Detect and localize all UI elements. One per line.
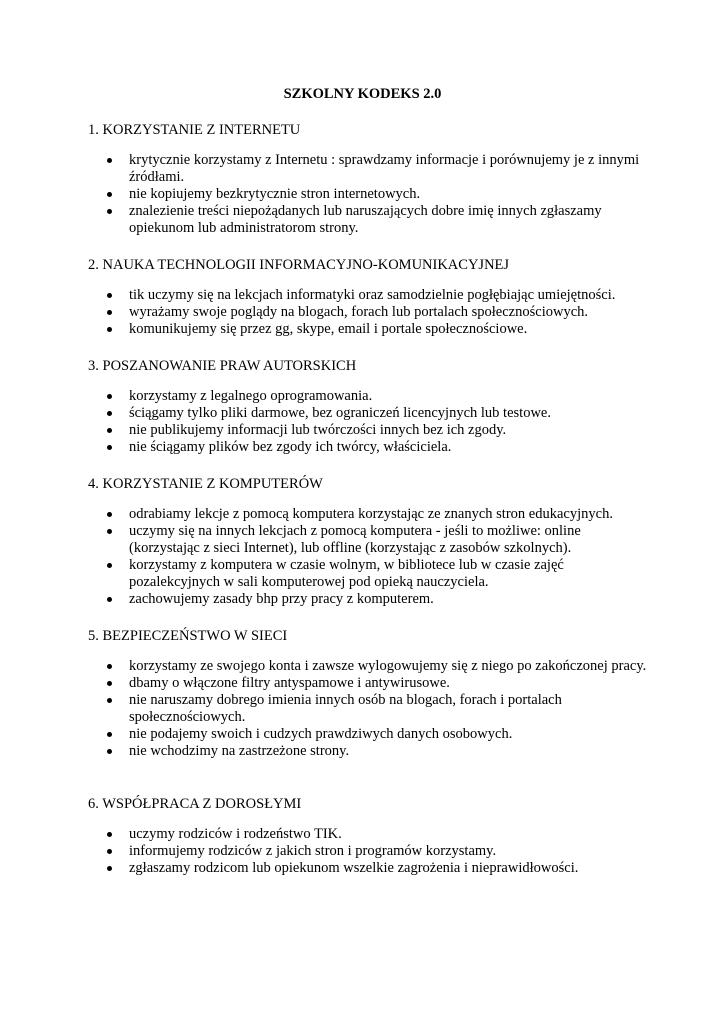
list-item: znalezienie treści niepożądanych lub naruszających dobre imię innych zgłaszamy opiekunom lub administratorom strony. xyxy=(88,203,648,237)
list-item: odrabiamy lekcje z pomocą komputera korzystając ze znanych stron edukacyjnych. xyxy=(88,506,648,523)
list-item: nie wchodzimy na zastrzeżone strony. xyxy=(88,743,648,760)
list-item: nie kopiujemy bezkrytycznie stron internetowych. xyxy=(88,186,648,203)
bullet-list xyxy=(88,826,648,877)
section-tik xyxy=(88,256,648,338)
bullet-icon xyxy=(107,563,112,568)
bullet-list xyxy=(88,658,648,760)
bullet-icon xyxy=(107,698,112,703)
bullet-icon xyxy=(107,192,112,197)
section-safety xyxy=(88,627,648,760)
list-item: korzystamy z komputera w czasie wolnym, w bibliotece lub w czasie zajęć pozalekcyjnych w sali komputerowej pod opieką nauczyciela. xyxy=(88,557,648,591)
list-item: nie podajemy swoich i cudzych prawdziwych danych osobowych. xyxy=(88,726,648,743)
list-item: nie ściągamy plików bez zgody ich twórcy, właściciela. xyxy=(88,439,648,456)
section-heading: 2. NAUKA TECHNOLOGII INFORMACYJNO-KOMUNIKACYJNEJ xyxy=(88,257,510,273)
bullet-icon xyxy=(107,394,112,399)
bullet-icon xyxy=(107,512,112,517)
list-item: zgłaszamy rodzicom lub opiekunom wszelkie zagrożenia i nieprawidłowości. xyxy=(88,860,648,877)
section-heading: 1. KORZYSTANIE Z INTERNETU xyxy=(88,122,301,138)
list-item: komunikujemy się przez gg, skype, email i portale społecznościowe. xyxy=(88,321,648,338)
bullet-icon xyxy=(107,529,112,534)
bullet-icon xyxy=(107,749,112,754)
list-item: korzystamy ze swojego konta i zawsze wylogowujemy się z niego po zakończonej pracy. xyxy=(88,658,648,675)
section-heading: 6. WSPÓŁPRACA Z DOROSŁYMI xyxy=(88,796,302,812)
list-item: wyrażamy swoje poglądy na blogach, forach lub portalach społecznościowych. xyxy=(88,304,648,321)
bullet-list xyxy=(88,152,648,237)
section-heading: 3. POSZANOWANIE PRAW AUTORSKICH xyxy=(88,358,357,374)
bullet-icon xyxy=(107,310,112,315)
section-adults xyxy=(88,795,648,877)
list-item: krytycznie korzystamy z Internetu : sprawdzamy informacje i porównujemy je z innymi źródłami. xyxy=(88,152,648,186)
list-item: dbamy o włączone filtry antyspamowe i antywirusowe. xyxy=(88,675,648,692)
list-item: uczymy się na innych lekcjach z pomocą komputera - jeśli to możliwe: online (korzystając z sieci Internet), lub offline (korzystając z zasobów szkolnych). xyxy=(88,523,648,557)
bullet-list xyxy=(88,506,648,608)
bullet-icon xyxy=(107,327,112,332)
list-item: nie publikujemy informacji lub twórczości innych bez ich zgody. xyxy=(88,422,648,439)
list-item: uczymy rodziców i rodzeństwo TIK. xyxy=(88,826,648,843)
bullet-icon xyxy=(107,849,112,854)
section-heading: 4. KORZYSTANIE Z KOMPUTERÓW xyxy=(88,476,323,492)
bullet-icon xyxy=(107,832,112,837)
bullet-icon xyxy=(107,866,112,871)
list-item: zachowujemy zasady bhp przy pracy z komputerem. xyxy=(88,591,648,608)
bullet-icon xyxy=(107,411,112,416)
section-computers xyxy=(88,475,648,608)
bullet-icon xyxy=(107,293,112,298)
bullet-icon xyxy=(107,597,112,602)
section-copyright xyxy=(88,357,648,456)
list-item: tik uczymy się na lekcjach informatyki oraz samodzielnie pogłębiając umiejętności. xyxy=(88,287,648,304)
document-title: SZKOLNY KODEKS 2.0 xyxy=(283,86,442,102)
bullet-list xyxy=(88,287,648,338)
bullet-list xyxy=(88,388,648,456)
list-item: nie naruszamy dobrego imienia innych osób na blogach, forach i portalach społecznościowych. xyxy=(88,692,648,726)
list-item: korzystamy z legalnego oprogramowania. xyxy=(88,388,648,405)
bullet-icon xyxy=(107,445,112,450)
bullet-icon xyxy=(107,681,112,686)
bullet-icon xyxy=(107,664,112,669)
list-item: ściągamy tylko pliki darmowe, bez ograniczeń licencyjnych lub testowe. xyxy=(88,405,648,422)
section-internet xyxy=(88,121,648,237)
bullet-icon xyxy=(107,428,112,433)
bullet-icon xyxy=(107,732,112,737)
section-heading: 5. BEZPIECZEŃSTWO W SIECI xyxy=(88,628,288,644)
bullet-icon xyxy=(107,158,112,163)
list-item: informujemy rodziców z jakich stron i programów korzystamy. xyxy=(88,843,648,860)
bullet-icon xyxy=(107,209,112,214)
